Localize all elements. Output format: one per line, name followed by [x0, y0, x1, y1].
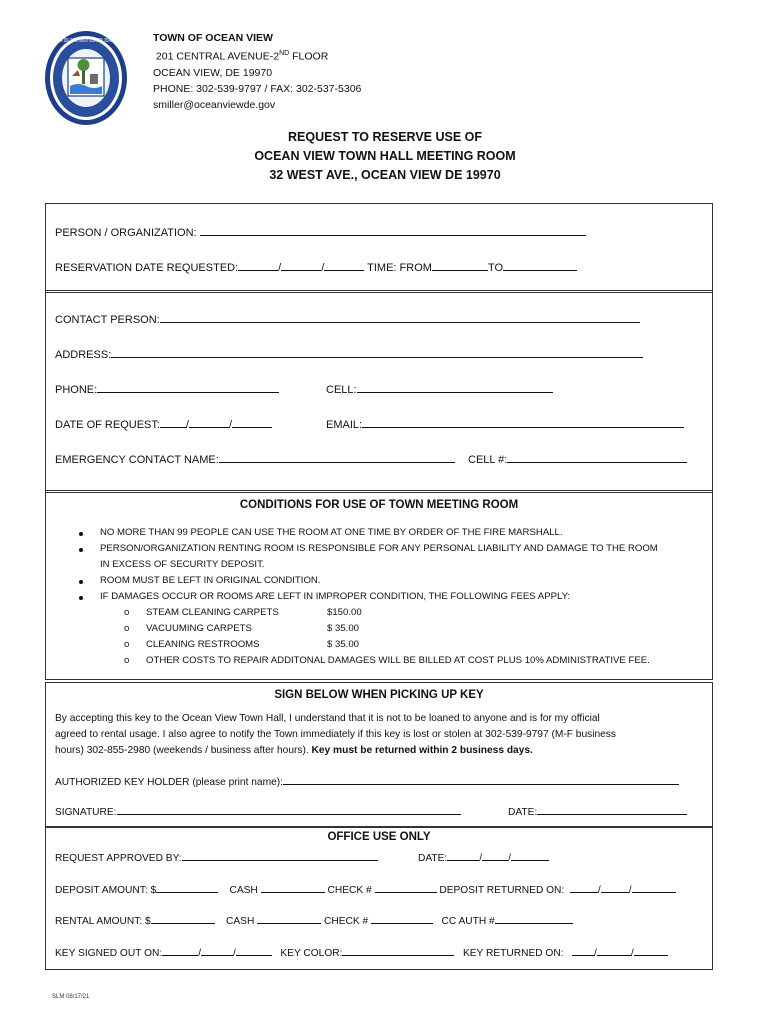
key-signed-row [55, 944, 668, 961]
date-slash: / [233, 948, 236, 959]
time-to-field[interactable] [503, 259, 577, 271]
key-out-label: KEY SIGNED OUT ON: [55, 948, 163, 959]
address-floor: FLOOR [289, 50, 329, 63]
cash-label: CASH [229, 885, 258, 896]
reservation-date-row [55, 259, 577, 275]
cc-auth-label: CC AUTH # [441, 916, 495, 927]
address-field[interactable] [111, 346, 643, 358]
town-phone: PHONE: 302-539-9797 / FAX: 302-537-5306 [153, 82, 362, 95]
emergency-cell-row [468, 451, 687, 467]
date-request-row [55, 416, 272, 432]
reservation-date-label: RESERVATION DATE REQUESTED: [55, 262, 239, 274]
approved-date-row [418, 849, 549, 866]
contact-person-field[interactable] [160, 311, 640, 323]
rental-cash-field[interactable] [257, 912, 321, 924]
reservation-day-field[interactable] [281, 259, 321, 271]
date-slash: / [594, 948, 597, 959]
person-org-label: PERSON / ORGANIZATION: [55, 227, 197, 239]
deposit-label: DEPOSIT AMOUNT: $ [55, 885, 157, 896]
key-holder-row [55, 773, 679, 790]
key-returned-label: KEY RETURNED ON: [462, 948, 564, 959]
cc-auth-field[interactable] [495, 912, 573, 924]
bullet-icon [79, 548, 83, 552]
signature-field[interactable] [117, 803, 461, 815]
bullet-icon [79, 580, 83, 584]
conditions-section [45, 490, 713, 680]
date-request-label: DATE OF REQUEST: [55, 419, 160, 431]
fee-amount: $ 35.00 [327, 639, 360, 650]
approved-date-label: DATE: [418, 853, 448, 864]
condition-item: PERSON/ORGANIZATION RENTING ROOM IS RESPONSIBLE FOR ANY PERSONAL LIABILITY AND DAMAGE TO THE ROOM [100, 543, 658, 554]
fee-amount: $ 35.00 [327, 623, 360, 634]
title-line-1: REQUEST TO RESERVE USE OF [287, 130, 483, 144]
key-color-label: KEY COLOR: [280, 948, 343, 959]
phone-label: PHONE: [55, 384, 98, 396]
date-slash: / [228, 419, 233, 431]
rental-row [55, 912, 573, 929]
key-returned-day-field[interactable] [597, 944, 631, 956]
key-agreement-text: hours) 302-855-2980 (weekends / business after hours). [55, 745, 312, 756]
town-header [153, 30, 361, 113]
rental-check-field[interactable] [371, 912, 433, 924]
key-title: SIGN BELOW WHEN PICKING UP KEY [274, 689, 484, 701]
approved-field[interactable] [182, 849, 378, 861]
request-day-field[interactable] [189, 416, 229, 428]
approved-month-field[interactable] [447, 849, 479, 861]
person-org-field[interactable] [200, 224, 586, 236]
returned-month-field[interactable] [570, 881, 598, 893]
address-sup: ND [279, 50, 290, 57]
title-line-2: OCEAN VIEW TOWN HALL MEETING ROOM [254, 149, 516, 163]
fee-marker: o [124, 623, 130, 634]
date-slash: / [508, 853, 511, 864]
signature-row [55, 803, 461, 820]
key-out-year-field[interactable] [236, 944, 272, 956]
contact-section [45, 290, 713, 493]
other-costs-note: OTHER COSTS TO REPAIR ADDITONAL DAMAGES WILL BE BILLED AT COST PLUS 10% ADMINISTRATIVE FEE. [146, 655, 650, 666]
key-agreement-line: agreed to rental usage. I also agree to notify the Town immediately if this key is lost or stolen at 302-539-9797 (M-F business [55, 729, 616, 740]
form-version-code: SLM 08/17/21 [52, 994, 90, 1000]
date-slash: / [185, 419, 189, 431]
key-out-day-field[interactable] [201, 944, 233, 956]
signature-date-label: DATE: [508, 807, 538, 818]
contact-person-label: CONTACT PERSON: [55, 314, 160, 326]
key-out-month-field[interactable] [162, 944, 198, 956]
fee-marker: o [124, 639, 130, 650]
signature-date-field[interactable] [537, 803, 687, 815]
person-org-row [55, 224, 586, 240]
reservation-year-field[interactable] [324, 259, 364, 271]
town-city: OCEAN VIEW, DE 19970 [153, 66, 273, 79]
cash-label: CASH [226, 916, 255, 927]
key-agreement-line: By accepting this key to the Ocean View Town Hall, I understand that it is not to be loaned to anyone and is for my official [55, 713, 600, 724]
request-year-field[interactable] [232, 416, 272, 428]
signature-label: SIGNATURE: [55, 807, 117, 818]
address-text: 201 CENTRAL AVENUE-2 [155, 50, 280, 63]
town-seal-logo [44, 28, 128, 128]
address-row [55, 346, 643, 362]
bullet-icon [79, 532, 83, 536]
key-return-notice: Key must be returned within 2 business days. [311, 745, 533, 756]
deposit-returned-label: DEPOSIT RETURNED ON: [439, 885, 565, 896]
title-line-3: 32 WEST AVE., OCEAN VIEW DE 19970 [269, 168, 501, 182]
phone-field[interactable] [97, 381, 279, 393]
email-row [326, 416, 684, 432]
date-slash: / [479, 853, 483, 864]
key-holder-label: AUTHORIZED KEY HOLDER (please print name): [55, 777, 283, 788]
date-slash: / [630, 948, 634, 959]
approved-year-field[interactable] [511, 849, 549, 861]
town-name: TOWN OF OCEAN VIEW [153, 32, 273, 44]
request-month-field[interactable] [160, 416, 186, 428]
time-from-label: TIME: FROM [367, 262, 432, 274]
bullet-icon [79, 596, 83, 600]
rental-field[interactable] [151, 912, 215, 924]
reservation-section [45, 203, 713, 293]
returned-year-field[interactable] [632, 881, 676, 893]
key-agreement-line [55, 743, 533, 759]
cell-label: CELL: [326, 384, 357, 396]
date-slash: / [597, 885, 601, 896]
contact-person-row [55, 311, 640, 327]
approved-day-field[interactable] [482, 849, 508, 861]
fee-name: VACUUMING CARPETS [146, 623, 252, 634]
deposit-check-field[interactable] [375, 881, 437, 893]
town-email: smiller@oceanviewde.gov [153, 98, 276, 111]
returned-day-field[interactable] [601, 881, 629, 893]
check-label: CHECK # [324, 916, 369, 927]
fee-name: CLEANING RESTROOMS [146, 639, 260, 650]
approved-label: REQUEST APPROVED BY: [55, 853, 182, 864]
date-slash: / [198, 948, 202, 959]
time-from-field[interactable] [432, 259, 488, 271]
condition-item: IF DAMAGES OCCUR OR ROOMS ARE LEFT IN IMPROPER CONDITION, THE FOLLOWING FEES APPLY: [100, 591, 571, 602]
date-slash: / [628, 885, 632, 896]
key-holder-field[interactable] [283, 773, 679, 785]
emergency-row [55, 451, 455, 467]
key-section [45, 682, 713, 828]
condition-item-continued: IN EXCESS OF SECURITY DEPOSIT. [100, 559, 265, 570]
fee-name: STEAM CLEANING CARPETS [146, 607, 279, 618]
email-field[interactable] [362, 416, 684, 428]
emergency-label: EMERGENCY CONTACT NAME: [55, 454, 219, 466]
emergency-cell-field[interactable] [507, 451, 687, 463]
date-slash: / [321, 262, 325, 274]
cell-field[interactable] [357, 381, 553, 393]
key-returned-month-field[interactable] [572, 944, 594, 956]
reservation-month-field[interactable] [238, 259, 278, 271]
fee-marker: o [124, 607, 130, 618]
seal-text: GREAT SEAL OF THE TOWN OF OCEAN VIEW, DELAWARE [56, 38, 116, 44]
condition-item: ROOM MUST BE LEFT IN ORIGINAL CONDITION. [100, 575, 321, 586]
fee-amount: $150.00 [327, 607, 362, 618]
key-color-field[interactable] [342, 944, 454, 956]
time-to-label: TO [487, 262, 504, 274]
emergency-cell-label: CELL #: [468, 454, 508, 466]
email-label: EMAIL: [326, 419, 363, 431]
emergency-name-field[interactable] [219, 451, 455, 463]
check-label: CHECK # [327, 885, 372, 896]
deposit-row [55, 881, 676, 898]
approved-row [55, 849, 378, 866]
conditions-title: CONDITIONS FOR USE OF TOWN MEETING ROOM [239, 499, 519, 511]
town-address [153, 46, 361, 65]
phone-row [55, 381, 279, 397]
fee-marker: o [124, 655, 130, 666]
condition-item: NO MORE THAN 99 PEOPLE CAN USE THE ROOM AT ONE TIME BY ORDER OF THE FIRE MARSHALL. [100, 527, 563, 538]
cell-row [326, 381, 553, 397]
date-slash: / [278, 262, 282, 274]
key-returned-year-field[interactable] [634, 944, 668, 956]
signature-date-row [508, 803, 687, 820]
address-label: ADDRESS: [55, 349, 112, 361]
deposit-cash-field[interactable] [261, 881, 325, 893]
office-use-section [45, 826, 713, 970]
deposit-field[interactable] [156, 881, 218, 893]
form-title [0, 128, 770, 185]
office-use-title: OFFICE USE ONLY [327, 831, 431, 843]
rental-label: RENTAL AMOUNT: $ [55, 916, 151, 927]
